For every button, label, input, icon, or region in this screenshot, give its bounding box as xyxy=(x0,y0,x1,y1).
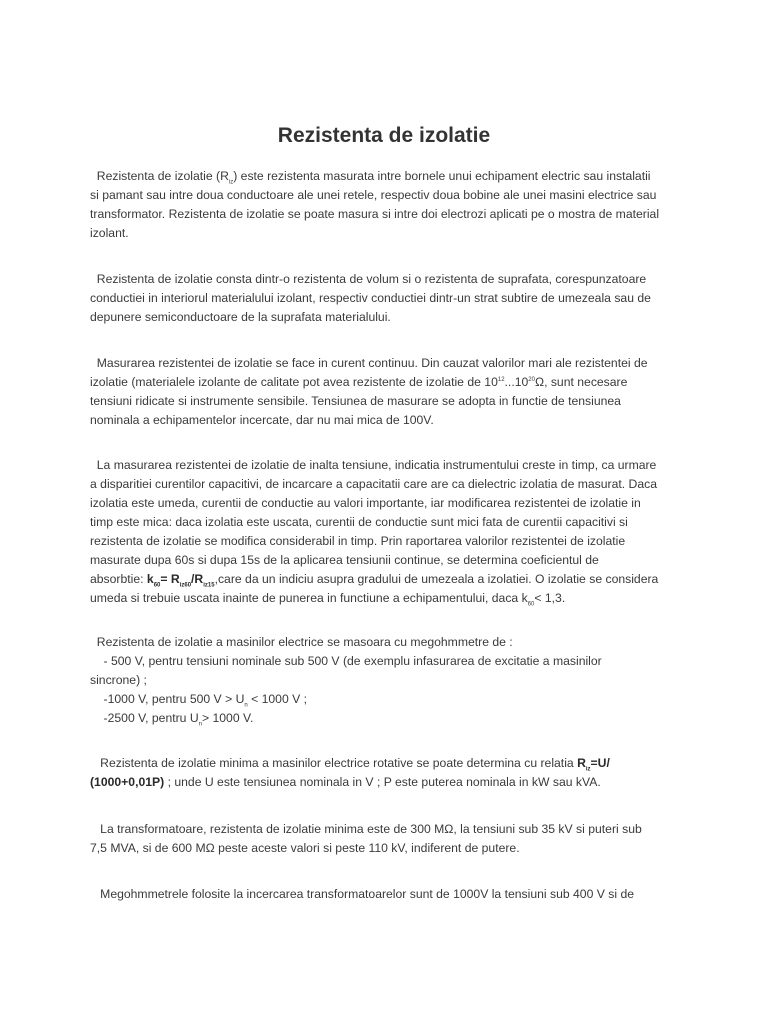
paragraph-line: tensiuni ridicate si instrumente sensibile. Tensiunea de masurare se adopta in functie de tensiunea xyxy=(90,394,621,408)
subscript: iz xyxy=(228,179,234,186)
paragraph-line: si pamant sau intre doua conductoare ale unei retele, respectiv doua bobine ale unei masini electrice sau xyxy=(90,188,657,202)
text-run: izolatie (materialele izolante de calitate pot avea rezistente de izolatie de 10 xyxy=(90,375,498,389)
paragraph-line xyxy=(90,570,684,589)
paragraph-line: timp este mica: daca izolatia este uscata, curentii de conductie sunt mici fata de curentii capacitivi si xyxy=(90,515,628,529)
paragraph-line: sincrone) ; xyxy=(90,673,147,687)
paragraph-line xyxy=(90,709,684,728)
text-run: -2500 V, pentru U xyxy=(103,711,199,725)
paragraph-line xyxy=(90,885,684,904)
paragraph-line xyxy=(90,167,684,186)
formula: $k_{60}= R_{iz60}/R_{iz15}$ xyxy=(146,572,215,589)
subscript: n xyxy=(198,721,202,728)
paragraph-3 xyxy=(90,354,684,430)
superscript: 12 xyxy=(497,376,505,383)
paragraph-line: nominala a echipamentelor incercate, dar nu mai mica de 100V. xyxy=(90,413,434,427)
text-run: Megohmmetrele folosite la incercarea transformatoarelor sunt de 1000V la tensiuni sub 400 V si de xyxy=(100,887,635,901)
paragraph-line: masurate dupa 60s si dupa 15s de la aplicarea tensiunii continue, se determina coeficientul de xyxy=(90,553,599,567)
text-run: Masurarea rezistentei de izolatie se face in curent continuu. Din cauzat valorilor mari ale rezistentei de xyxy=(96,356,648,370)
paragraph-line: depunere semiconductoare de la suprafata materialului. xyxy=(90,310,391,324)
paragraph-line: transformator. Rezistenta de izolatie se poate masura si intre doi electrozi aplicati pe o mostra de material xyxy=(90,207,660,221)
paragraph-line: conductiei in interiorul materialului izolant, respectiv conductiei dintr-un strat subtire de umezeala sau de xyxy=(90,291,651,305)
paragraph-line: 7,5 MVA, si de 600 MΩ peste aceste valori si peste 110 kV, indiferent de putere. xyxy=(90,841,520,855)
superscript: 20 xyxy=(528,376,535,383)
text-run: > 1000 V. xyxy=(201,711,254,725)
text-run: absorbtie: xyxy=(90,572,147,586)
paragraph-line xyxy=(90,270,684,289)
paragraph-line: izolatia este umeda, curentii de conductie au valori importante, iar modificarea rezistentei de izolatie in xyxy=(90,496,641,510)
paragraph-line xyxy=(90,589,684,608)
formula: $R_{iz}=U/$ xyxy=(577,756,610,773)
paragraph-line xyxy=(90,373,684,392)
formula: (1000+0,01P) xyxy=(90,775,165,789)
text-run: ...10 xyxy=(504,375,529,389)
text-run: -1000 V, pentru 500 V > U xyxy=(103,692,245,706)
paragraph-line xyxy=(90,652,684,671)
paragraph-7 xyxy=(90,820,684,858)
paragraph-line xyxy=(90,456,684,475)
text-run: umeda si trebuie uscata inainte de punerea in functiune a echipamentului, daca k xyxy=(90,591,528,605)
page-title: Rezistenta de izolatie xyxy=(277,124,491,147)
text-run: < 1,3. xyxy=(534,591,566,605)
text-run: La transformatoare, rezistenta de izolatie minima este de 300 MΩ, la tensiuni sub 35 kV si puteri sub xyxy=(100,822,642,836)
text-run: ; unde U este tensiunea nominala in V ; P este puterea nominala in kW sau kVA. xyxy=(164,775,601,789)
paragraph-line: izolant. xyxy=(90,226,129,240)
text-run: Rezistenta de izolatie minima a masinilor electrice rotative se poate determina cu relatia xyxy=(100,756,578,770)
text-run: Rezistenta de izolatie (R xyxy=(96,169,229,183)
paragraph-6 xyxy=(90,754,684,792)
paragraph-1 xyxy=(90,167,684,243)
paragraph-line xyxy=(90,773,684,792)
paragraph-5 xyxy=(90,633,684,728)
paragraph-2 xyxy=(90,270,684,327)
paragraph-line xyxy=(90,354,684,373)
text-run: Ω, sunt necesare xyxy=(534,375,628,389)
subscript: n xyxy=(244,702,248,709)
text-run: Rezistenta de izolatie consta dintr-o rezistenta de volum si o rezistenta de suprafata, corespunzatoare xyxy=(96,272,647,286)
text-run: Rezistenta de izolatie a masinilor electrice se masoara cu megohmmetre de : xyxy=(96,635,513,649)
paragraph-line xyxy=(90,690,684,709)
text-run: - 500 V, pentru tensiuni nominale sub 500 V (de exemplu infasurarea de excitatie a masinilor xyxy=(103,654,602,668)
paragraph-4 xyxy=(90,456,684,608)
text-run: La masurarea rezistentei de izolatie de inalta tensiune, indicatia instrumentului creste in timp, ca urmare xyxy=(96,458,657,472)
paragraph-line xyxy=(90,754,684,773)
text-run: ) este rezistenta masurata intre bornele unui echipament electric sau instalatii xyxy=(233,169,651,183)
text-run: ,care da un indiciu asupra gradului de umezeala a izolatiei. O izolatie se considera xyxy=(214,572,659,586)
paragraph-8 xyxy=(90,885,684,904)
subscript: 60 xyxy=(527,601,535,608)
paragraph-line: a disparitiei curentilor capacitivi, de incarcare a capacitatii care are ca dielectric izolatia de masurat. Daca xyxy=(90,477,657,491)
paragraph-line xyxy=(90,633,684,652)
paragraph-line xyxy=(90,820,684,839)
paragraph-line: rezistenta de izolatie se modifica considerabil in timp. Prin raportarea valorilor rezistentei de izolatie xyxy=(90,534,626,548)
text-run: < 1000 V ; xyxy=(247,692,308,706)
